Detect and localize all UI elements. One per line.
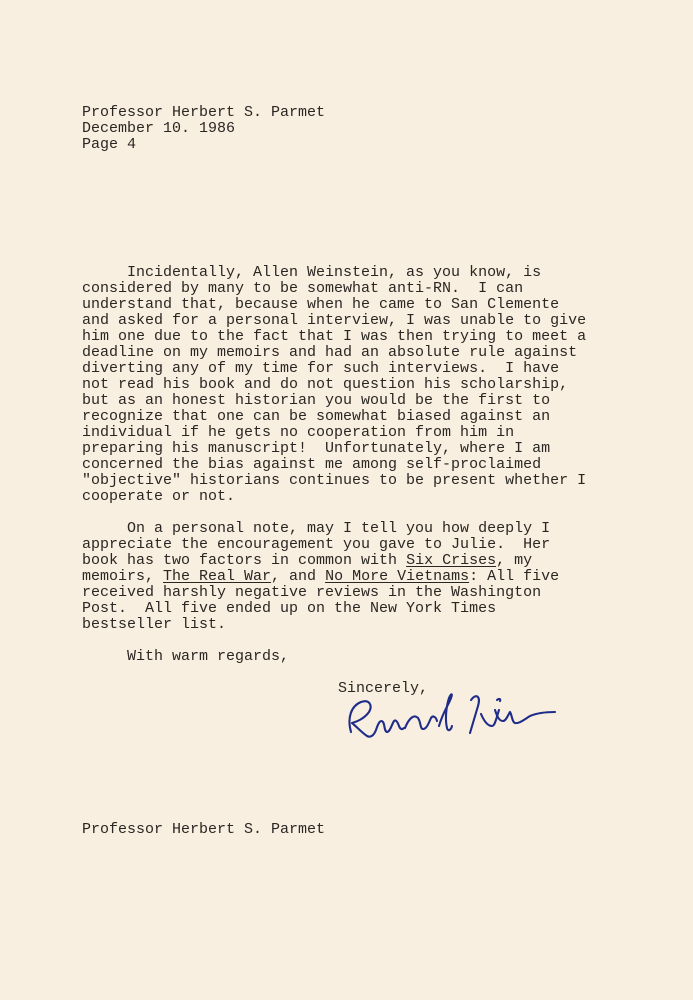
paragraph-line: Post. All five ended up on the New York Times [82,600,497,617]
paragraph-line: bestseller list. [82,616,227,633]
paragraph-line: him one due to the fact that I was then trying to meet a [82,328,587,345]
header-recipient: Professor Herbert S. Parmet [82,104,326,121]
book-title-the-real-war: The Real War [163,568,272,585]
closing-line: With warm regards, [82,648,290,665]
paragraph-line: deadline on my memoirs and had an absolute rule against [82,344,578,361]
paragraph-line: concerned the bias against me among self-proclaimed [82,456,542,473]
paragraph-line: recognize that one can be somewhat biased against an [82,408,551,425]
paragraph-line: and asked for a personal interview, I was unable to give [82,312,587,329]
book-title-six-crises: Six Crises [406,552,497,569]
header-page-number: Page 4 [82,136,137,153]
paragraph-line: On a personal note, may I tell you how deeply I [82,520,551,537]
paragraph-line: appreciate the encouragement you gave to Julie. Her [82,536,551,553]
paragraph-line: cooperate or not. [82,488,236,505]
header-date: December 10. 1986 [82,120,236,137]
signature [343,688,561,744]
paragraph-line: received harshly negative reviews in the Washington [82,584,542,601]
paragraph-line: diverting any of my time for such interviews. I have [82,360,560,377]
paragraph-line: Incidentally, Allen Weinstein, as you know, is [82,264,542,281]
paragraph-line: but as an honest historian you would be the first to [82,392,551,409]
line-text: book has two factors in common with [82,552,407,569]
paragraph-line: understand that, because when he came to San Clemente [82,296,560,313]
paragraph-line: "objective" historians continues to be present whether I [82,472,587,489]
book-title-no-more-vietnams: No More Vietnams [325,568,470,585]
line-text: memoirs, [82,568,164,585]
paragraph-line [82,569,559,585]
line-text: : All five [469,568,560,585]
paragraph-line: not read his book and do not question his scholarship, [82,376,569,393]
footer-recipient: Professor Herbert S. Parmet [82,821,326,838]
valediction: Sincerely, [338,680,429,697]
line-text: , my [496,552,533,569]
paragraph-line: individual if he gets no cooperation from him in [82,424,515,441]
paragraph-line: considered by many to be somewhat anti-RN. I can [82,280,524,297]
paragraph-line [82,553,532,569]
line-text: , and [271,568,326,585]
paragraph-line: preparing his manuscript! Unfortunately, where I am [82,440,551,457]
